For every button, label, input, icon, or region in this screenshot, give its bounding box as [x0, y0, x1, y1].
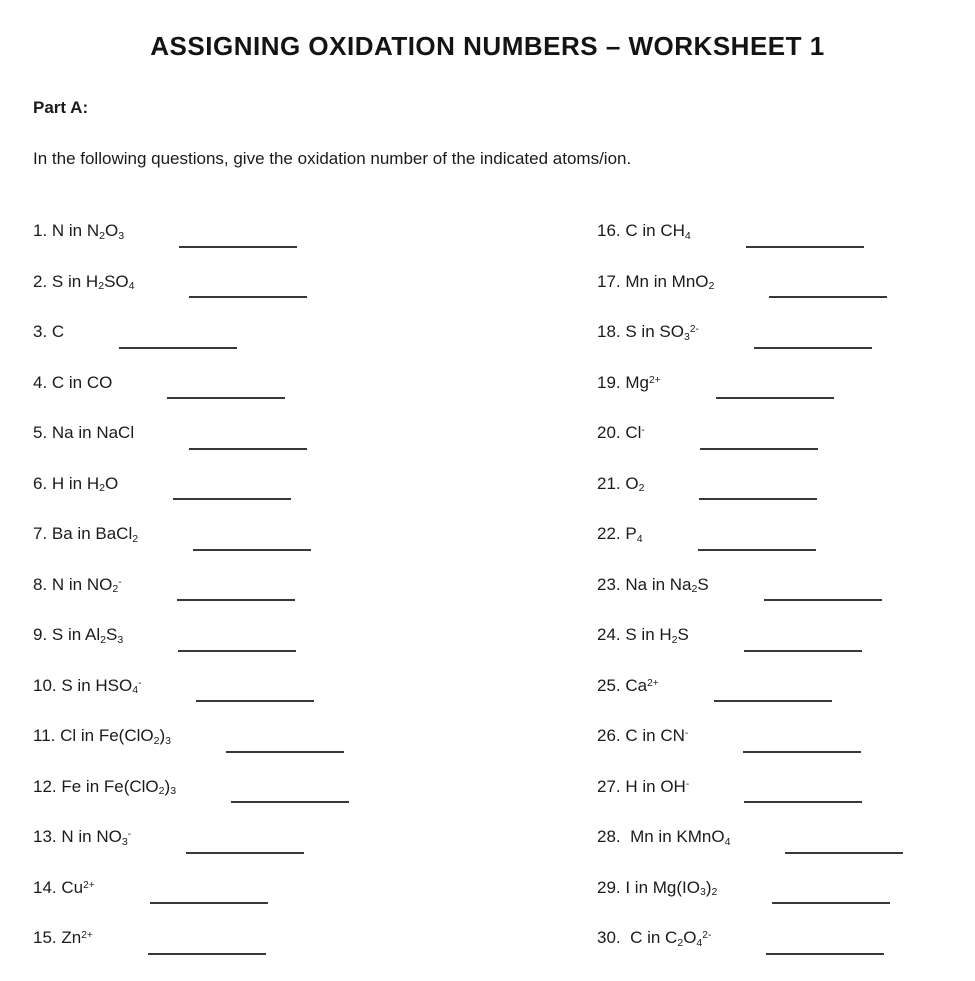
- formula-segment: 3: [118, 229, 125, 242]
- answer-blank[interactable]: [769, 279, 887, 298]
- formula-segment: N in NO: [51, 574, 113, 594]
- formula-segment: 2+: [648, 374, 661, 386]
- question-row: [597, 661, 975, 712]
- formula-segment: 3: [170, 785, 177, 798]
- question-row: [597, 610, 975, 661]
- question-number: 29.: [597, 877, 626, 897]
- formula-segment: 2: [711, 886, 718, 899]
- question-number: 24.: [597, 625, 626, 645]
- question-number: 10.: [33, 675, 62, 695]
- formula-segment: Na in NaCl: [51, 423, 135, 443]
- answer-blank[interactable]: [772, 885, 890, 904]
- answer-blank[interactable]: [743, 734, 861, 753]
- questions-left-column: [33, 206, 564, 964]
- question-text: [597, 474, 644, 494]
- question-text: [33, 474, 118, 494]
- formula-segment: 3: [699, 886, 706, 899]
- formula-segment: -: [118, 576, 122, 588]
- formula-segment: H in OH: [625, 776, 686, 796]
- question-text: [597, 423, 645, 443]
- formula-segment: -: [641, 425, 645, 437]
- question-row: [33, 610, 564, 661]
- question-number: 21.: [597, 473, 626, 493]
- question-row: [33, 661, 564, 712]
- question-text: [597, 373, 661, 393]
- formula-segment: Mn in KMnO: [625, 827, 725, 847]
- answer-blank[interactable]: [186, 835, 304, 854]
- formula-segment: I in Mg(IO: [625, 877, 700, 897]
- formula-segment: S: [697, 574, 709, 594]
- question-row: [33, 711, 564, 762]
- answer-blank[interactable]: [744, 633, 862, 652]
- question-row: [597, 762, 975, 813]
- formula-segment: 2: [671, 633, 678, 646]
- answer-blank[interactable]: [231, 784, 349, 803]
- formula-segment: ): [164, 776, 171, 796]
- formula-segment: -: [127, 829, 132, 841]
- question-number: 28.: [597, 827, 626, 847]
- question-text: [597, 272, 714, 292]
- answer-blank[interactable]: [764, 582, 882, 601]
- question-row: [33, 257, 564, 308]
- formula-segment: Mn in MnO: [625, 271, 709, 291]
- answer-blank[interactable]: [177, 582, 295, 601]
- formula-segment: 4: [684, 229, 691, 242]
- question-text: [33, 827, 131, 847]
- formula-segment: 4: [724, 835, 731, 848]
- formula-segment: 3: [165, 734, 171, 747]
- formula-segment: Cu: [61, 877, 84, 897]
- question-text: [597, 676, 659, 696]
- question-number: 3.: [33, 322, 52, 342]
- question-number: 9.: [33, 625, 52, 645]
- question-row: [33, 358, 564, 409]
- formula-segment: 2-: [702, 930, 712, 942]
- question-row: [597, 711, 975, 762]
- question-number: 25.: [597, 675, 626, 695]
- formula-segment: S in SO: [625, 322, 684, 342]
- formula-segment: 2+: [81, 930, 93, 942]
- question-number: 19.: [597, 372, 626, 392]
- answer-blank[interactable]: [700, 431, 818, 450]
- question-row: [597, 206, 975, 257]
- formula-segment: ): [159, 726, 166, 746]
- question-number: 20.: [597, 423, 626, 443]
- formula-segment: Na in Na: [625, 574, 692, 594]
- question-text: [597, 928, 711, 948]
- answer-blank[interactable]: [716, 380, 834, 399]
- formula-segment: 2: [677, 936, 684, 949]
- formula-segment: 2-: [689, 324, 699, 336]
- question-number: 12.: [33, 776, 62, 796]
- question-text: [597, 878, 717, 898]
- formula-segment: N in N: [51, 221, 100, 241]
- formula-segment: 2+: [83, 879, 95, 891]
- question-row: [33, 307, 564, 358]
- formula-segment: S in H: [51, 271, 99, 291]
- formula-segment: S: [677, 625, 689, 645]
- formula-segment: C in CH: [625, 221, 685, 241]
- formula-segment: O: [683, 928, 697, 948]
- question-number: 1.: [33, 221, 52, 241]
- question-text: [33, 221, 124, 241]
- question-number: 13.: [33, 827, 62, 847]
- question-number: 22.: [597, 524, 626, 544]
- section-label: Part A:: [33, 98, 89, 117]
- formula-segment: -: [138, 677, 142, 689]
- question-row: [597, 408, 975, 459]
- question-text: [33, 777, 176, 797]
- formula-segment: 2+: [647, 677, 659, 689]
- question-text: [33, 524, 138, 544]
- formula-segment: 2: [132, 532, 139, 545]
- instruction-text: In the following questions, give the oxidation number of the indicated atoms/ion.: [33, 149, 632, 168]
- question-text: [597, 625, 689, 645]
- formula-segment: -: [684, 728, 689, 740]
- answer-blank[interactable]: [698, 532, 816, 551]
- question-text: [33, 272, 134, 292]
- question-row: [597, 358, 975, 409]
- question-text: [33, 625, 123, 645]
- formula-segment: Ca: [625, 675, 648, 695]
- question-text: [33, 423, 134, 443]
- questions-right-column: [597, 206, 975, 964]
- formula-segment: SO: [104, 271, 129, 291]
- questions-area: [0, 206, 975, 964]
- question-text: [33, 878, 95, 898]
- answer-blank[interactable]: [167, 380, 285, 399]
- answer-blank[interactable]: [178, 633, 296, 652]
- question-row: [597, 509, 975, 560]
- formula-segment: O: [105, 221, 119, 241]
- formula-segment: 2: [153, 734, 160, 747]
- formula-segment: N in NO: [61, 827, 122, 847]
- formula-segment: Zn: [61, 928, 82, 948]
- formula-segment: O: [105, 473, 119, 493]
- question-number: 23.: [597, 574, 626, 594]
- question-text: [597, 575, 709, 595]
- question-row: [33, 459, 564, 510]
- formula-segment: Cl in Fe(ClO: [60, 726, 154, 746]
- formula-segment: S in H: [625, 625, 672, 645]
- question-number: 16.: [597, 221, 626, 241]
- question-text: [597, 322, 699, 342]
- formula-segment: S in HSO: [61, 675, 133, 695]
- question-text: [33, 373, 112, 393]
- page-title: ASSIGNING OXIDATION NUMBERS – WORKSHEET 1: [150, 31, 825, 61]
- answer-blank[interactable]: [226, 734, 344, 753]
- question-row: [597, 560, 975, 611]
- formula-segment: C: [51, 322, 65, 342]
- answer-blank[interactable]: [119, 330, 237, 349]
- formula-segment: Fe in Fe(ClO: [61, 776, 159, 796]
- question-number: 17.: [597, 271, 626, 291]
- formula-segment: C in C: [625, 928, 678, 948]
- formula-segment: 4: [696, 936, 703, 949]
- question-row: [597, 459, 975, 510]
- formula-segment: 2: [158, 785, 165, 798]
- formula-segment: S in Al: [51, 625, 101, 645]
- answer-blank[interactable]: [754, 330, 872, 349]
- formula-segment: Ba in BaCl: [51, 524, 133, 544]
- question-text: [33, 575, 122, 595]
- answer-blank[interactable]: [193, 532, 311, 551]
- question-number: 30.: [597, 928, 626, 948]
- formula-segment: P: [625, 524, 637, 544]
- question-row: [33, 408, 564, 459]
- question-number: 11.: [33, 726, 61, 746]
- question-number: 14.: [33, 877, 62, 897]
- formula-segment: S: [105, 625, 118, 645]
- answer-blank[interactable]: [148, 936, 266, 955]
- question-row: [33, 913, 564, 964]
- question-text: [33, 322, 64, 342]
- question-text: [597, 827, 730, 847]
- question-number: 18.: [597, 322, 626, 342]
- formula-segment: Cl: [625, 423, 642, 443]
- formula-segment: 2: [691, 583, 698, 596]
- formula-segment: 4: [132, 684, 139, 697]
- question-text: [33, 726, 171, 746]
- answer-blank[interactable]: [196, 683, 314, 702]
- formula-segment: 2: [638, 482, 645, 495]
- formula-segment: 2: [99, 229, 105, 242]
- question-number: 26.: [597, 726, 626, 746]
- question-number: 27.: [597, 776, 626, 796]
- question-text: [597, 524, 643, 544]
- question-number: 4.: [33, 372, 52, 392]
- formula-segment: C in CN: [625, 726, 685, 746]
- answer-blank[interactable]: [699, 481, 817, 500]
- question-row: [597, 812, 975, 863]
- formula-segment: C in CO: [51, 372, 113, 392]
- formula-segment: 4: [636, 532, 643, 545]
- question-row: [33, 762, 564, 813]
- answer-blank[interactable]: [189, 431, 307, 450]
- question-number: 2.: [33, 271, 52, 291]
- question-number: 15.: [33, 928, 62, 948]
- question-number: 5.: [33, 423, 52, 443]
- question-row: [33, 206, 564, 257]
- answer-blank[interactable]: [150, 885, 268, 904]
- question-row: [33, 560, 564, 611]
- question-text: [33, 928, 93, 948]
- formula-segment: 2: [98, 280, 105, 293]
- question-row: [33, 812, 564, 863]
- question-text: [597, 726, 688, 746]
- question-row: [33, 863, 564, 914]
- formula-segment: O: [625, 473, 639, 493]
- question-row: [597, 257, 975, 308]
- formula-segment: 2: [708, 280, 715, 293]
- formula-segment: 4: [128, 280, 135, 293]
- formula-segment: 3: [121, 835, 128, 848]
- formula-segment: Mg: [625, 372, 649, 392]
- answer-blank[interactable]: [189, 279, 307, 298]
- question-row: [597, 307, 975, 358]
- answer-blank[interactable]: [766, 936, 884, 955]
- question-text: [597, 221, 691, 241]
- question-row: [597, 863, 975, 914]
- formula-segment: -: [685, 778, 690, 790]
- question-row: [33, 509, 564, 560]
- question-text: [597, 777, 689, 797]
- formula-segment: H in H: [51, 473, 100, 493]
- formula-segment: 3: [683, 330, 690, 343]
- formula-segment: 2: [112, 583, 119, 596]
- formula-segment: 2: [99, 482, 105, 495]
- question-number: 7.: [33, 524, 52, 544]
- answer-blank[interactable]: [746, 229, 864, 248]
- question-text: [33, 676, 141, 696]
- answer-blank[interactable]: [179, 229, 297, 248]
- answer-blank[interactable]: [714, 683, 832, 702]
- question-row: [597, 913, 975, 964]
- formula-segment: 2: [100, 633, 106, 646]
- question-number: 6.: [33, 473, 52, 493]
- question-number: 8.: [33, 574, 52, 594]
- answer-blank[interactable]: [173, 481, 291, 500]
- answer-blank[interactable]: [744, 784, 862, 803]
- answer-blank[interactable]: [785, 835, 903, 854]
- formula-segment: ): [705, 877, 712, 897]
- formula-segment: 3: [117, 633, 124, 646]
